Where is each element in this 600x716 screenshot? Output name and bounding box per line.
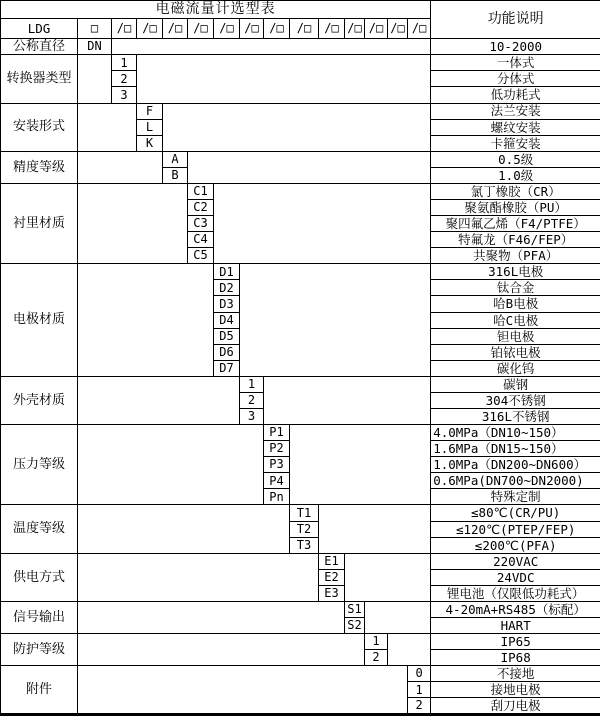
desc-cell: 304不锈钢 — [431, 392, 600, 408]
code-cell: Pn — [264, 489, 290, 505]
desc-cell: 特氟龙（F46/FEP） — [431, 232, 600, 248]
code-cell: E3 — [319, 585, 345, 601]
desc-cell: ≤120℃(PTEP/FEP) — [431, 521, 600, 537]
code-cell: B — [163, 167, 188, 183]
spacer — [112, 39, 431, 55]
desc-cell: 碳钢 — [431, 376, 600, 392]
desc-cell: 低功耗式 — [431, 87, 600, 103]
desc-cell: IP65 — [431, 634, 600, 650]
code-cell: C2 — [188, 199, 214, 215]
code-cell: 1 — [112, 55, 137, 71]
spacer — [78, 55, 112, 103]
code-cell: 0 — [408, 666, 431, 682]
group-label-liner: 衬里材质 — [1, 183, 78, 263]
spacer — [78, 103, 137, 151]
desc-cell: IP68 — [431, 650, 600, 666]
desc-cell: 不接地 — [431, 666, 600, 682]
group-label-accuracy: 精度等级 — [1, 151, 78, 183]
group-label-converter-type: 转换器类型 — [1, 55, 78, 103]
code-cell: D5 — [214, 328, 240, 344]
model-segment-box: /□ — [163, 19, 188, 39]
code-cell: 1 — [365, 634, 388, 650]
spacer — [78, 425, 264, 505]
model-segment-box: /□ — [137, 19, 163, 39]
desc-cell: 1.6MPa（DN15~150） — [431, 441, 600, 457]
desc-cell: 共聚物（PFA） — [431, 248, 600, 264]
code-cell: P1 — [264, 425, 290, 441]
code-cell: 1 — [240, 376, 264, 392]
desc-cell: 4.0MPa（DN10~150） — [431, 425, 600, 441]
code-cell: DN — [78, 39, 112, 55]
table-title: 电磁流量计选型表 — [1, 1, 431, 19]
spacer — [214, 183, 431, 263]
model-base-box: □ — [78, 19, 112, 39]
group-label-housing: 外壳材质 — [1, 376, 78, 424]
code-cell: C5 — [188, 248, 214, 264]
desc-cell: 316L不锈钢 — [431, 409, 600, 425]
model-segment-box: /□ — [388, 19, 408, 39]
code-cell: L — [137, 119, 163, 135]
desc-cell: 法兰安装 — [431, 103, 600, 119]
code-cell: T2 — [290, 521, 319, 537]
model-segment-box: /□ — [112, 19, 137, 39]
code-cell: S2 — [345, 618, 365, 634]
code-cell: C3 — [188, 216, 214, 232]
spacer — [78, 553, 319, 601]
desc-cell: ≤80℃(CR/PU) — [431, 505, 600, 521]
spacer — [319, 505, 431, 553]
desc-cell: ≤200℃(PFA) — [431, 537, 600, 553]
function-desc-header: 功能说明 — [431, 1, 600, 39]
group-label-temperature: 温度等级 — [1, 505, 78, 553]
code-cell: T1 — [290, 505, 319, 521]
desc-cell: 316L电极 — [431, 264, 600, 280]
desc-cell: 10-2000 — [431, 39, 600, 55]
group-label-pressure: 压力等级 — [1, 425, 78, 505]
group-label-mounting: 安装形式 — [1, 103, 78, 151]
desc-cell: 钽电极 — [431, 328, 600, 344]
code-cell: K — [137, 135, 163, 151]
spacer — [78, 505, 290, 553]
spacer — [290, 425, 431, 505]
code-cell: 2 — [240, 392, 264, 408]
code-cell: 3 — [112, 87, 137, 103]
model-segment-box: /□ — [319, 19, 345, 39]
model-segment-box: /□ — [214, 19, 240, 39]
spacer — [388, 634, 431, 666]
code-cell: P3 — [264, 457, 290, 473]
group-label-electrode: 电极材质 — [1, 264, 78, 377]
group-label-accessories: 附件 — [1, 666, 78, 715]
desc-cell: 哈B电极 — [431, 296, 600, 312]
code-cell: D4 — [214, 312, 240, 328]
spacer — [78, 151, 163, 183]
code-cell: 2 — [365, 650, 388, 666]
desc-cell: 刮刀电极 — [431, 698, 600, 715]
group-label-signal-output: 信号输出 — [1, 601, 78, 633]
desc-cell: HART — [431, 618, 600, 634]
desc-cell: 碳化钨 — [431, 360, 600, 376]
desc-cell: 1.0MPa（DN200~DN600） — [431, 457, 600, 473]
spacer — [188, 151, 431, 183]
model-segment-box: /□ — [264, 19, 290, 39]
desc-cell: 哈C电极 — [431, 312, 600, 328]
code-cell: E1 — [319, 553, 345, 569]
desc-cell: 钛合金 — [431, 280, 600, 296]
desc-cell: 分体式 — [431, 71, 600, 87]
spacer — [240, 264, 431, 377]
desc-cell: 接地电极 — [431, 682, 600, 698]
code-cell: E2 — [319, 569, 345, 585]
desc-cell: 卡箍安装 — [431, 135, 600, 151]
code-cell: A — [163, 151, 188, 167]
code-cell: 3 — [240, 409, 264, 425]
code-cell: S1 — [345, 601, 365, 617]
model-segment-box: /□ — [408, 19, 431, 39]
group-label-power-supply: 供电方式 — [1, 553, 78, 601]
code-cell: C4 — [188, 232, 214, 248]
code-cell: D2 — [214, 280, 240, 296]
desc-cell: 1.0级 — [431, 167, 600, 183]
code-cell: D7 — [214, 360, 240, 376]
model-segment-box: /□ — [240, 19, 264, 39]
spacer — [78, 634, 365, 666]
desc-cell: 氯丁橡胶（CR） — [431, 183, 600, 199]
spacer — [163, 103, 431, 151]
code-cell: P2 — [264, 441, 290, 457]
desc-cell: 聚氨酯橡胶（PU） — [431, 199, 600, 215]
desc-cell: 聚四氟乙烯（F4/PTFE） — [431, 216, 600, 232]
spacer — [78, 376, 240, 424]
model-segment-box: /□ — [345, 19, 365, 39]
desc-cell: 0.5级 — [431, 151, 600, 167]
code-cell: D6 — [214, 344, 240, 360]
spacer — [345, 553, 431, 601]
desc-cell: 0.6MPa(DN700~DN2000) — [431, 473, 600, 489]
group-label-protection: 防护等级 — [1, 634, 78, 666]
code-cell: F — [137, 103, 163, 119]
spacer — [78, 601, 345, 633]
desc-cell: 特殊定制 — [431, 489, 600, 505]
model-segment-box: /□ — [290, 19, 319, 39]
desc-cell: 铂铱电极 — [431, 344, 600, 360]
spacer — [264, 376, 431, 424]
spacer — [365, 601, 431, 633]
code-cell: 1 — [408, 682, 431, 698]
code-cell: T3 — [290, 537, 319, 553]
desc-cell: 一体式 — [431, 55, 600, 71]
code-cell: D3 — [214, 296, 240, 312]
code-cell: C1 — [188, 183, 214, 199]
spacer — [78, 666, 408, 715]
spacer — [78, 264, 214, 377]
group-label-diameter: 公称直径 — [1, 39, 78, 55]
code-cell: 2 — [408, 698, 431, 715]
spacer — [78, 183, 188, 263]
model-segment-box: /□ — [188, 19, 214, 39]
desc-cell: 螺纹安装 — [431, 119, 600, 135]
model-prefix: LDG — [1, 19, 78, 39]
spacer — [137, 55, 431, 103]
desc-cell: 4-20mA+RS485（标配） — [431, 601, 600, 617]
code-cell: D1 — [214, 264, 240, 280]
desc-cell: 24VDC — [431, 569, 600, 585]
desc-cell: 220VAC — [431, 553, 600, 569]
desc-cell: 锂电池（仅限低功耗式） — [431, 585, 600, 601]
code-cell: P4 — [264, 473, 290, 489]
model-segment-box: /□ — [365, 19, 388, 39]
code-cell: 2 — [112, 71, 137, 87]
